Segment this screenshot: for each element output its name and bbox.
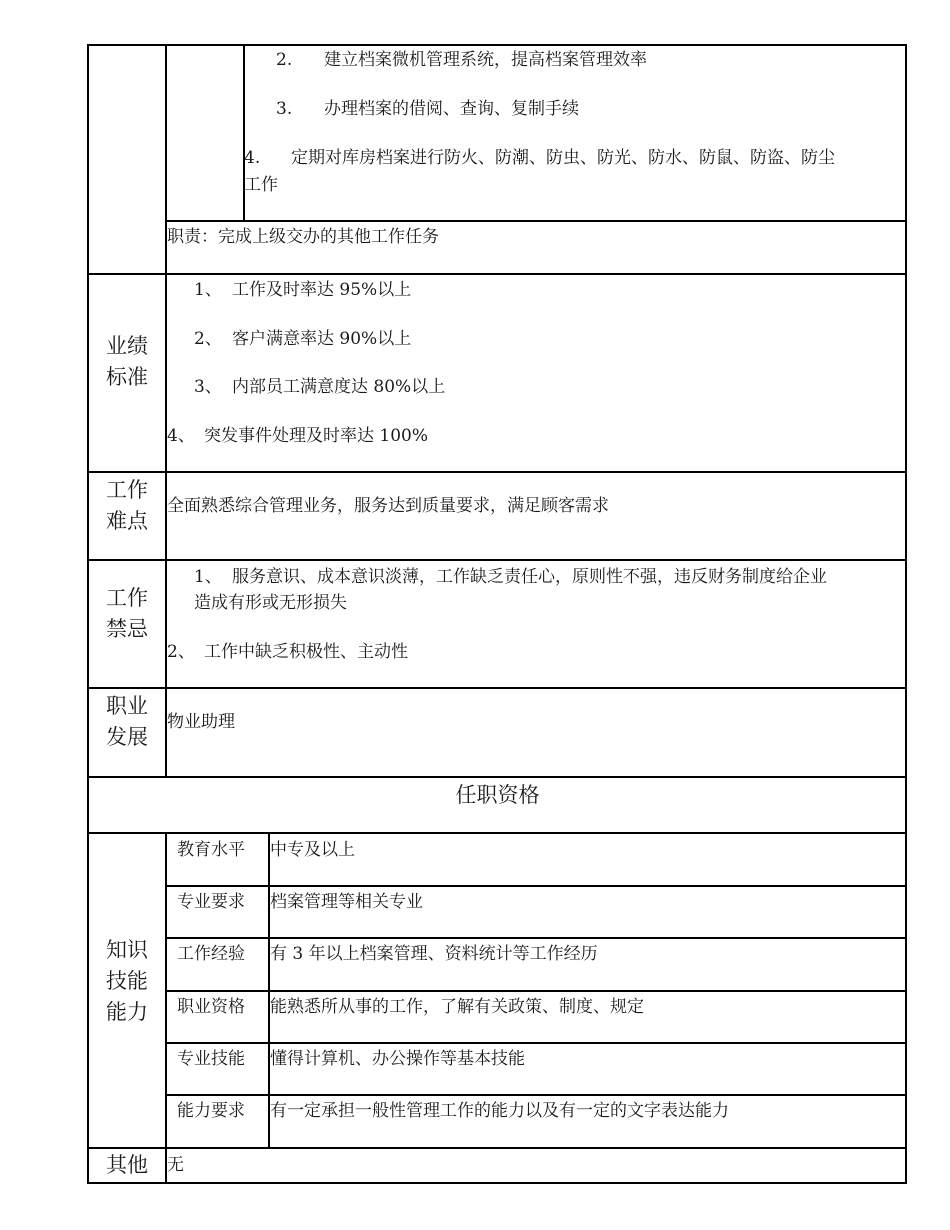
- qualification-value: 中专及以上: [270, 840, 355, 860]
- taboo-item-text-continued: 造成有形或无形损失: [194, 593, 347, 613]
- qualification-key: 能力要求: [177, 1101, 245, 1121]
- career-label: 职业 发展: [106, 694, 148, 749]
- duties-inner-divider: [243, 44, 245, 222]
- row-divider-title: [87, 776, 907, 778]
- duty-item-number: 3.: [276, 99, 293, 119]
- qualification-key: 专业技能: [177, 1049, 245, 1069]
- label-column-divider: [165, 44, 167, 778]
- row-divider-other: [87, 1147, 907, 1149]
- duty-item-number: 2.: [276, 50, 293, 70]
- performance-item-text: 客户满意率达 90%以上: [232, 329, 412, 349]
- taboo-item-text: 服务意识、成本意识淡薄，工作缺乏责任心，原则性不强，违反财务制度给企业: [232, 567, 827, 587]
- qualification-value: 有 3 年以上档案管理、资料统计等工作经历: [270, 944, 598, 964]
- duties-row-divider: [165, 220, 907, 222]
- performance-item-number: 4、: [167, 426, 195, 446]
- qualification-value: 有一定承担一般性管理工作的能力以及有一定的文字表达能力: [270, 1101, 729, 1121]
- qualification-key: 教育水平: [177, 840, 245, 860]
- taboo-item-text: 工作中缺乏积极性、主动性: [204, 642, 408, 662]
- taboo-item-number: 2、: [167, 642, 195, 662]
- qual-row-divider: [165, 1042, 907, 1044]
- qual-row-divider: [165, 1094, 907, 1096]
- duty-item-text: 建立档案微机管理系统，提高档案管理效率: [324, 50, 647, 70]
- qualification-value: 档案管理等相关专业: [270, 892, 423, 912]
- duty-item-text: 定期对库房档案进行防火、防潮、防虫、防光、防水、防鼠、防盗、防尘: [291, 148, 835, 168]
- qualifications-title: 任职资格: [455, 783, 540, 807]
- other-label: 其他: [106, 1153, 148, 1177]
- difficulty-label: 工作 难点: [106, 478, 148, 533]
- qualification-value: 懂得计算机、办公操作等基本技能: [270, 1049, 525, 1069]
- duty-item-number: 4.: [244, 148, 261, 168]
- performance-item-number: 3、: [194, 377, 222, 397]
- taboos-label: 工作 禁忌: [106, 586, 148, 641]
- row-divider-career: [87, 687, 907, 689]
- qualification-key: 职业资格: [177, 997, 245, 1017]
- qualification-value: 能熟悉所从事的工作，了解有关政策、制度、规定: [270, 997, 644, 1017]
- taboo-item-number: 1、: [194, 567, 222, 587]
- duty-item-text: 办理档案的借阅、查询、复制手续: [324, 99, 579, 119]
- qual-row-divider: [165, 990, 907, 992]
- other-text: 无: [167, 1155, 184, 1175]
- performance-item-number: 1、: [194, 280, 222, 300]
- row-divider-taboos: [87, 559, 907, 561]
- row-divider-performance: [87, 273, 907, 275]
- row-divider-qualifications: [87, 832, 907, 834]
- qualification-key: 工作经验: [177, 944, 245, 964]
- table-border-right: [905, 44, 907, 1184]
- performance-item-number: 2、: [194, 329, 222, 349]
- performance-label: 业绩 标准: [106, 334, 148, 389]
- difficulty-text: 全面熟悉综合管理业务，服务达到质量要求，满足顾客需求: [167, 496, 609, 516]
- qual-row-divider: [165, 885, 907, 887]
- career-text: 物业助理: [167, 712, 235, 732]
- qualification-key: 专业要求: [177, 892, 245, 912]
- table-border-top: [87, 44, 907, 46]
- performance-item-text: 内部员工满意度达 80%以上: [232, 377, 446, 397]
- table-border-bottom: [87, 1182, 907, 1184]
- performance-item-text: 突发事件处理及时率达 100%: [204, 426, 429, 446]
- qualifications-label: 知识 技能 能力: [106, 938, 148, 1024]
- performance-item-text: 工作及时率达 95%以上: [232, 280, 412, 300]
- other-duty-text: 职责：完成上级交办的其他工作任务: [167, 227, 439, 247]
- duty-item-text-continued: 工作: [244, 175, 278, 195]
- row-divider-difficulty: [87, 471, 907, 473]
- qual-row-divider: [165, 937, 907, 939]
